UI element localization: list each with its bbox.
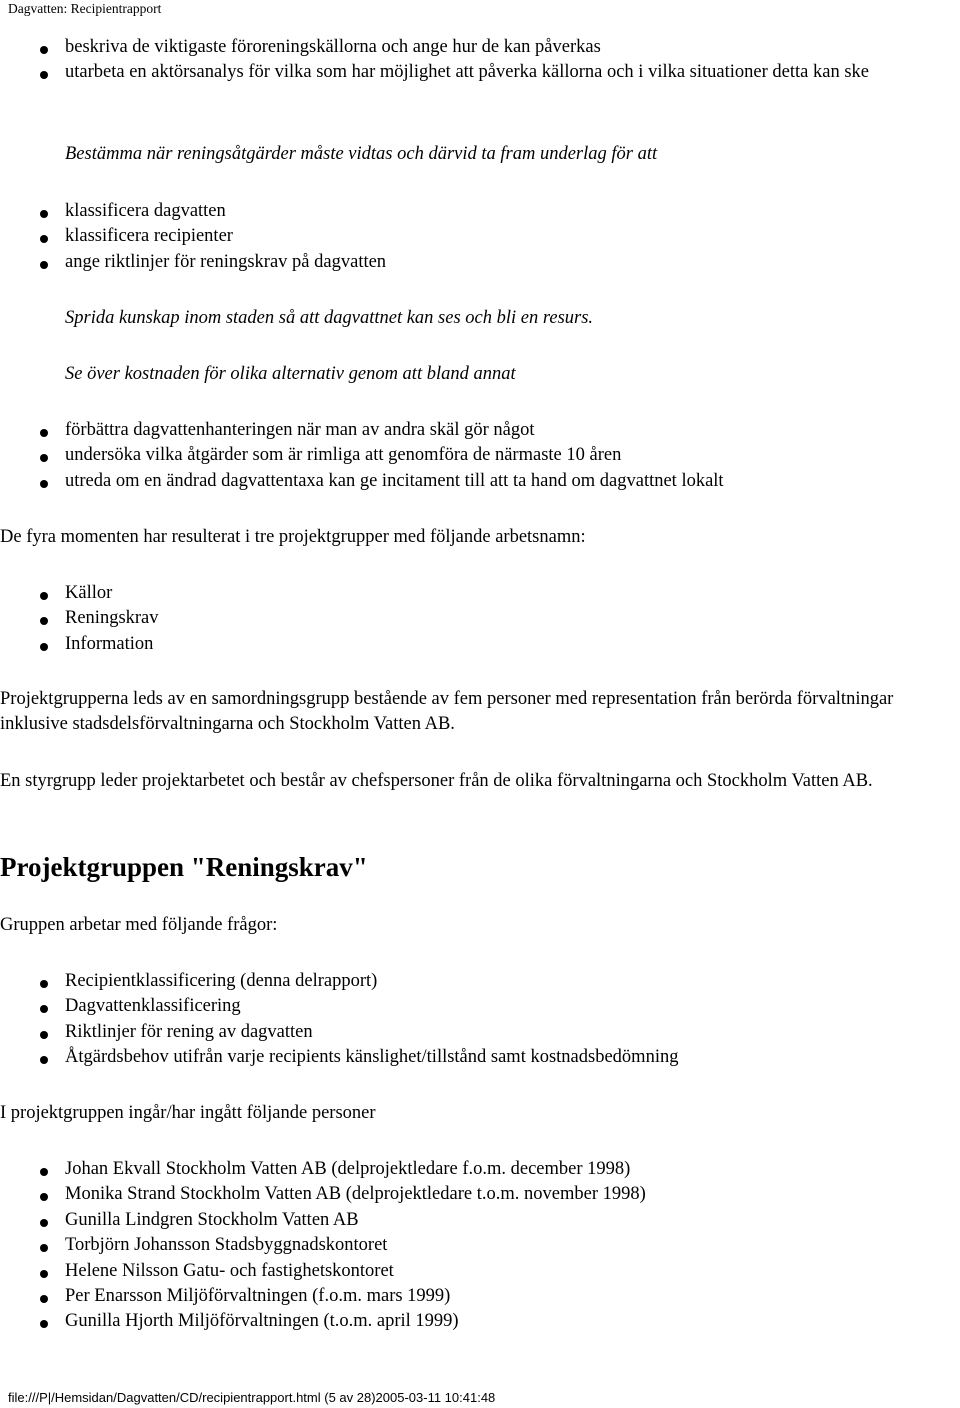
bullet-list-costs [0, 418, 960, 494]
italic-goal: Bestämma när reningsåtgärder måste vidtas och därvid ta fram underlag för att [65, 144, 658, 164]
paragraph-text: De fyra momenten har resulterat i tre projektgrupper med följande arbetsnamn: [0, 527, 586, 547]
list-item: Helene Nilsson Gatu- och fastighetskontoret [0, 1259, 960, 1284]
bullet-list-classify [0, 199, 960, 275]
list-item: undersöka vilka åtgärder som är rimliga att genomföra de närmaste 10 åren [0, 443, 960, 468]
goal-text [0, 306, 960, 331]
list-item: Åtgärdsbehov utifrån varje recipients känslighet/tillstånd samt kostnadsbedömning [0, 1045, 960, 1070]
list-item: Reningskrav [0, 606, 960, 631]
list-item: utreda om en ändrad dagvattentaxa kan ge incitament till att ta hand om dagvattnet lokalt [0, 469, 960, 494]
list-item: Recipientklassificering (denna delrapport) [0, 969, 960, 994]
list-item: Gunilla Hjorth Miljöförvaltningen (t.o.m. april 1999) [0, 1309, 960, 1334]
list-item: Per Enarsson Miljöförvaltningen (f.o.m. mars 1999) [0, 1284, 960, 1309]
list-item: Johan Ekvall Stockholm Vatten AB (delprojektledare f.o.m. december 1998) [0, 1157, 960, 1182]
list-item: förbättra dagvattenhanteringen när man av andra skäl gör något [0, 418, 960, 443]
bullet-list-questions [0, 969, 960, 1071]
list-item: klassificera dagvatten [0, 199, 960, 224]
page-footer-url: file:///P|/Hemsidan/Dagvatten/CD/recipientrapport.html (5 av 28)2005-03-11 10:41:48 [8, 1390, 496, 1405]
bullet-list-sources [0, 35, 960, 86]
list-item: Monika Strand Stockholm Vatten AB (delprojektledare t.o.m. november 1998) [0, 1182, 960, 1207]
list-item: Källor [0, 581, 960, 606]
goal-text [0, 142, 960, 167]
list-item: Riktlinjer för rening av dagvatten [0, 1020, 960, 1045]
list-item: beskriva de viktigaste föroreningskällorna och ange hur de kan påverkas [0, 35, 960, 60]
paragraph-text: Projektgrupperna leds av en samordningsgrupp bestående av fem personer med representation från berörda förvaltningar inklusive stadsdelsförvaltningarna och Stockholm Vatten AB. [0, 689, 894, 735]
italic-goal: Sprida kunskap inom staden så att dagvattnet kan ses och bli en resurs. [65, 308, 594, 328]
list-item: Gunilla Lindgren Stockholm Vatten AB [0, 1208, 960, 1233]
list-item: Torbjörn Johansson Stadsbyggnadskontoret [0, 1233, 960, 1258]
page-header-title: Dagvatten: Recipientrapport [8, 1, 162, 16]
list-item: ange riktlinjer för reningskrav på dagvatten [0, 250, 960, 275]
paragraph-text: I projektgruppen ingår/har ingått följande personer [0, 1103, 376, 1123]
paragraph [0, 1101, 960, 1126]
list-item: Information [0, 632, 960, 657]
section-heading [0, 850, 960, 884]
paragraph [0, 687, 950, 738]
italic-goal: Se över kostnaden för olika alternativ genom att bland annat [65, 364, 516, 384]
paragraph-text: Gruppen arbetar med följande frågor: [0, 915, 278, 935]
bullet-list-members [0, 1157, 960, 1335]
paragraph-text: En styrgrupp leder projektarbetet och består av chefspersoner från de olika förvaltningarna och Stockholm Vatten AB. [0, 771, 873, 791]
paragraph [0, 913, 960, 938]
list-item: utarbeta en aktörsanalys för vilka som har möjlighet att påverka källorna och i vilka situationer detta kan ske [0, 60, 960, 85]
list-item: Dagvattenklassificering [0, 994, 960, 1019]
bullet-list-groups [0, 581, 960, 657]
goal-text [0, 362, 960, 387]
paragraph [0, 525, 960, 550]
section-heading-text: Projektgruppen "Reningskrav" [0, 852, 368, 882]
list-item: klassificera recipienter [0, 224, 960, 249]
paragraph [0, 769, 960, 794]
